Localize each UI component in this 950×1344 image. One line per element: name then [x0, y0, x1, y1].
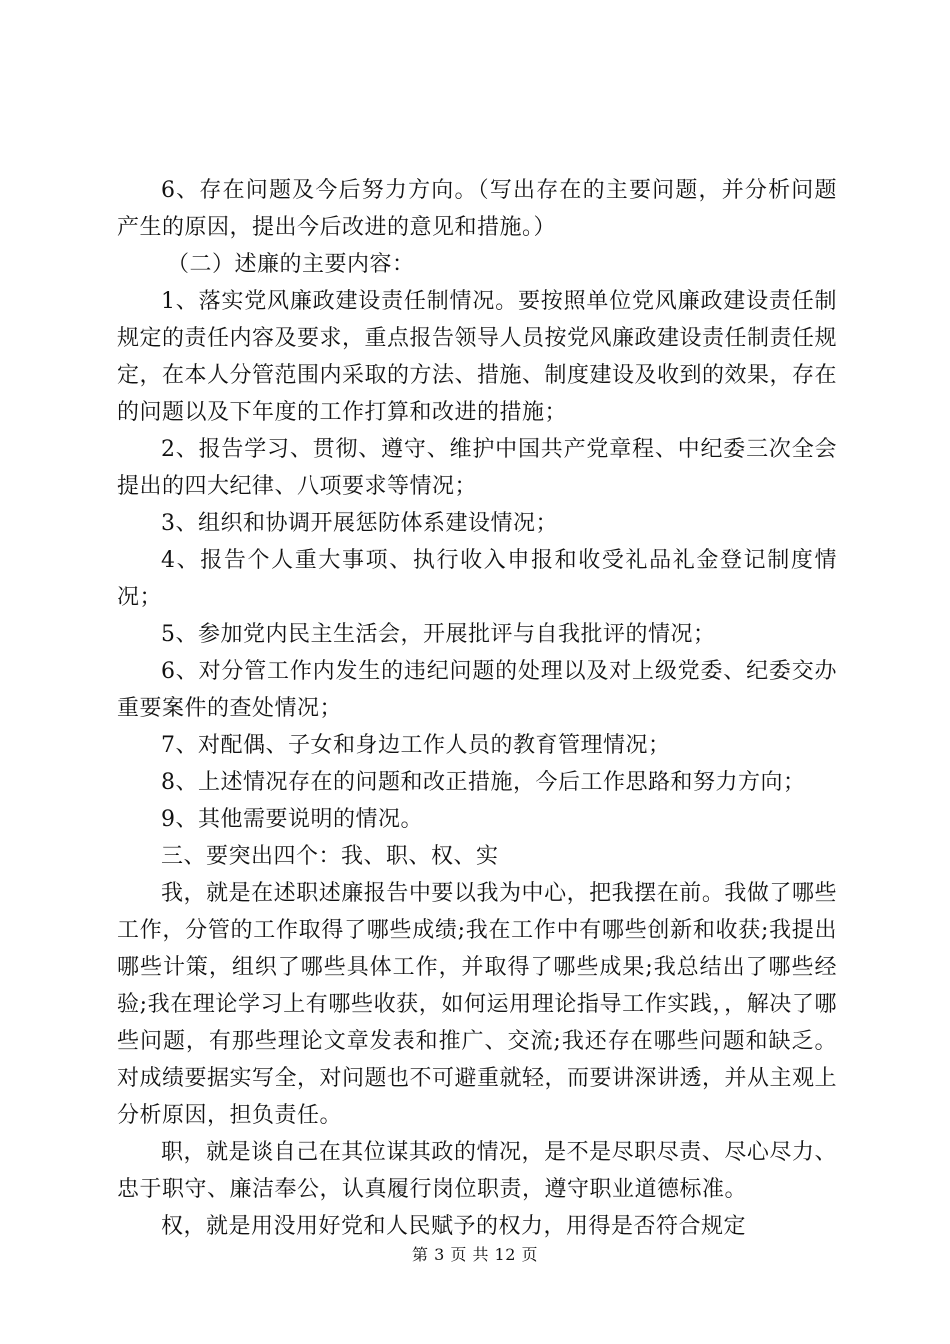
document-body [117, 172, 837, 1245]
list-item-party-constitution: 2、报告学习、贯彻、遵守、维护中国共产党章程、中纪委三次全会提出的四大纪律、八项要求等情况； [117, 437, 837, 499]
paragraph-duty: 职，就是谈自己在其位谋其政的情况，是不是尽职尽责、尽心尽力、忠于职守、廉洁奉公，认真履行岗位职责，遵守职业道德标准。 [117, 1140, 837, 1202]
list-item-responsibility-system: 1、落实党风廉政建设责任制情况。要按照单位党风廉政建设责任制规定的责任内容及要求，重点报告领导人员按党风廉政建设责任制责任规定，在本人分管范围内采取的方法、措施、制度建设及收到的效果，存在的问题以及下年度的工作打算和改进的措施； [117, 289, 838, 425]
paragraph-me: 我，就是在述职述廉报告中要以我为中心，把我摆在前。我做了哪些工作，分管的工作取得了哪些成绩;我在工作中有哪些创新和收获;我提出哪些计策，组织了哪些具体工作，并取得了哪些成果;我总结出了哪些经验;我在理论学习上有哪些收获，如何运用理论指导工作实践，，解决了哪些问题，有那些理论文章发表和推广、交流;我还存在哪些问题和缺乏。对成绩要据实写全，对问题也不可避重就轻，而要讲深讲透，并从主观上分析原因，担负责任。 [117, 881, 838, 1128]
list-item-prevention-system: 3、组织和协调开展惩防体系建设情况； [161, 511, 558, 536]
page-number-footer: 第 3 页 共 12 页 [412, 1245, 538, 1264]
list-item-personal-matters: 4、报告个人重大事项、执行收入申报和收受礼品礼金登记制度情况； [117, 548, 837, 610]
paragraph-power: 权，就是用没用好党和人民赋予的权力，用得是否符合规定 [161, 1214, 747, 1239]
list-item-family-management: 7、对配偶、子女和身边工作人员的教育管理情况； [161, 733, 671, 758]
section-heading-four-points: 三、要突出四个：我、职、权、实 [161, 844, 499, 869]
list-item-correction-measures: 8、上述情况存在的问题和改正措施，今后工作思路和努力方向； [161, 770, 806, 795]
list-item-other-matters: 9、其他需要说明的情况。 [161, 807, 423, 832]
list-item-democratic-life: 5、参加党内民主生活会，开展批评与自我批评的情况； [161, 622, 716, 647]
list-item-violation-handling: 6、对分管工作内发生的违纪问题的处理以及对上级党委、纪委交办重要案件的查处情况； [117, 659, 837, 721]
paragraph-issues-direction: 6、存在问题及今后努力方向。（写出存在的主要问题，并分析问题产生的原因，提出今后改进的意见和措施。） [117, 178, 837, 240]
section-heading-integrity-content: （二）述廉的主要内容： [167, 252, 415, 277]
